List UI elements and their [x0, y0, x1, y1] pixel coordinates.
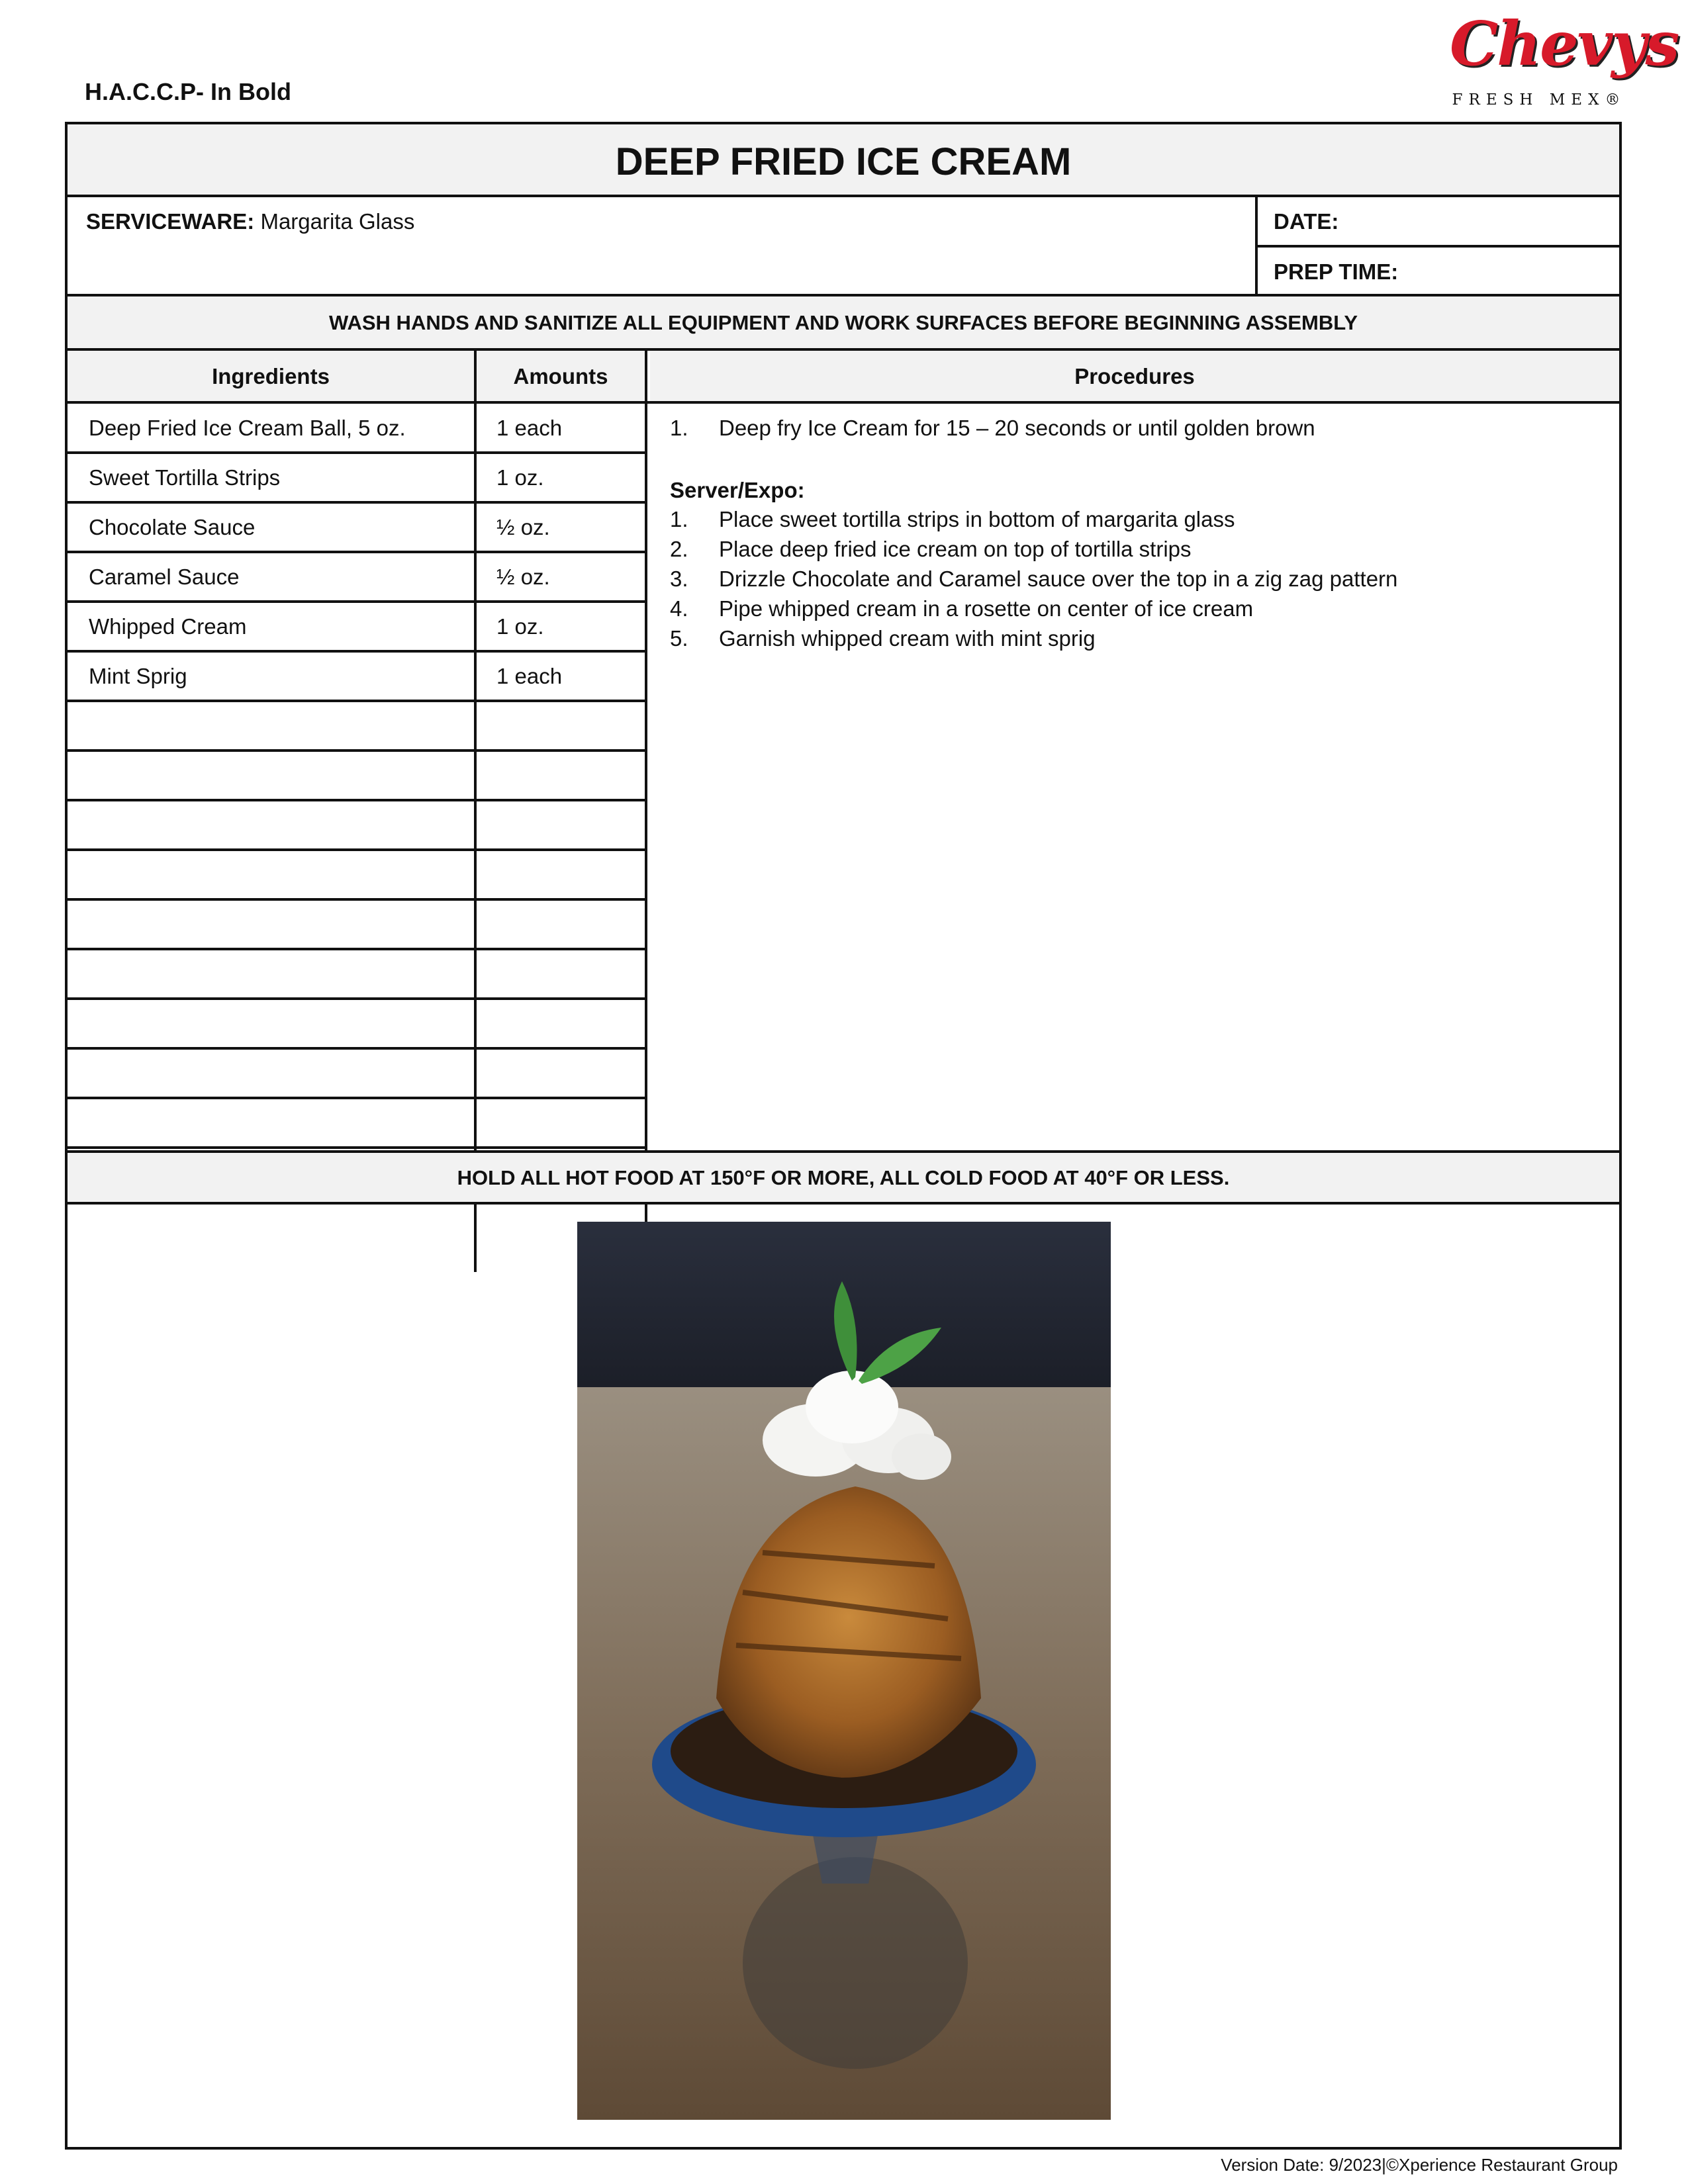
- ingredient-name: Chocolate Sauce: [89, 515, 256, 539]
- serviceware: [86, 209, 414, 234]
- ingredients-header: Ingredients: [68, 351, 474, 401]
- ingredient-amount: 1 oz.: [496, 465, 544, 490]
- logo-script: Chevys: [1450, 8, 1679, 79]
- procedure-number: 4.: [670, 596, 688, 621]
- ingredient-name: Mint Sprig: [89, 664, 187, 688]
- dessert-photo: [577, 1222, 1111, 2120]
- date-label: DATE:: [1274, 209, 1339, 234]
- hold-notice: HOLD ALL HOT FOOD AT 150°F OR MORE, ALL COLD FOOD AT 40°F OR LESS.: [68, 1153, 1619, 1202]
- ingredient-amount: ½ oz.: [496, 515, 550, 539]
- procedure-number: 1.: [670, 416, 688, 440]
- ingredient-amount: 1 each: [496, 664, 563, 688]
- procedures-header: Procedures: [650, 351, 1619, 401]
- serviceware-label: SERVICEWARE:: [86, 209, 255, 234]
- amounts-header: Amounts: [477, 351, 645, 401]
- wash-notice: WASH HANDS AND SANITIZE ALL EQUIPMENT AND WORK SURFACES BEFORE BEGINNING ASSEMBLY: [68, 296, 1619, 348]
- procedure-step: Drizzle Chocolate and Caramel sauce over the top in a zig zag pattern: [719, 567, 1398, 591]
- ingredient-amount: 1 each: [496, 416, 563, 440]
- procedure-number: 1.: [670, 507, 688, 531]
- server-expo-heading: Server/Expo:: [670, 478, 805, 502]
- logo-tagline: FRESH MEX®: [1452, 91, 1626, 109]
- chevys-logo: [1450, 8, 1679, 114]
- prep-time-label: PREP TIME:: [1274, 259, 1399, 284]
- ingredient-name: Whipped Cream: [89, 614, 247, 639]
- ingredient-name: Deep Fried Ice Cream Ball, 5 oz.: [89, 416, 406, 440]
- ingredient-amount: ½ oz.: [496, 565, 550, 589]
- dessert-photo-illustration: [577, 1222, 1111, 2120]
- procedure-step: Place deep fried ice cream on top of tortilla strips: [719, 537, 1192, 561]
- procedure-step: Place sweet tortilla strips in bottom of margarita glass: [719, 507, 1235, 531]
- procedure-number: 5.: [670, 626, 688, 651]
- recipe-title: DEEP FRIED ICE CREAM: [68, 124, 1619, 197]
- procedure-number: 3.: [670, 567, 688, 591]
- procedure-step: Deep fry Ice Cream for 15 – 20 seconds or until golden brown: [719, 416, 1315, 440]
- ingredient-name: Sweet Tortilla Strips: [89, 465, 281, 490]
- procedure-step: Pipe whipped cream in a rosette on center of ice cream: [719, 596, 1254, 621]
- ingredient-amount: 1 oz.: [496, 614, 544, 639]
- procedure-number: 2.: [670, 537, 688, 561]
- version-footer: Version Date: 9/2023|©Xperience Restaurant Group: [1221, 2155, 1618, 2175]
- procedure-step: Garnish whipped cream with mint sprig: [719, 626, 1096, 651]
- serviceware-value: Margarita Glass: [260, 209, 415, 234]
- haccp-note: H.A.C.C.P- In Bold: [85, 78, 291, 105]
- ingredient-name: Caramel Sauce: [89, 565, 240, 589]
